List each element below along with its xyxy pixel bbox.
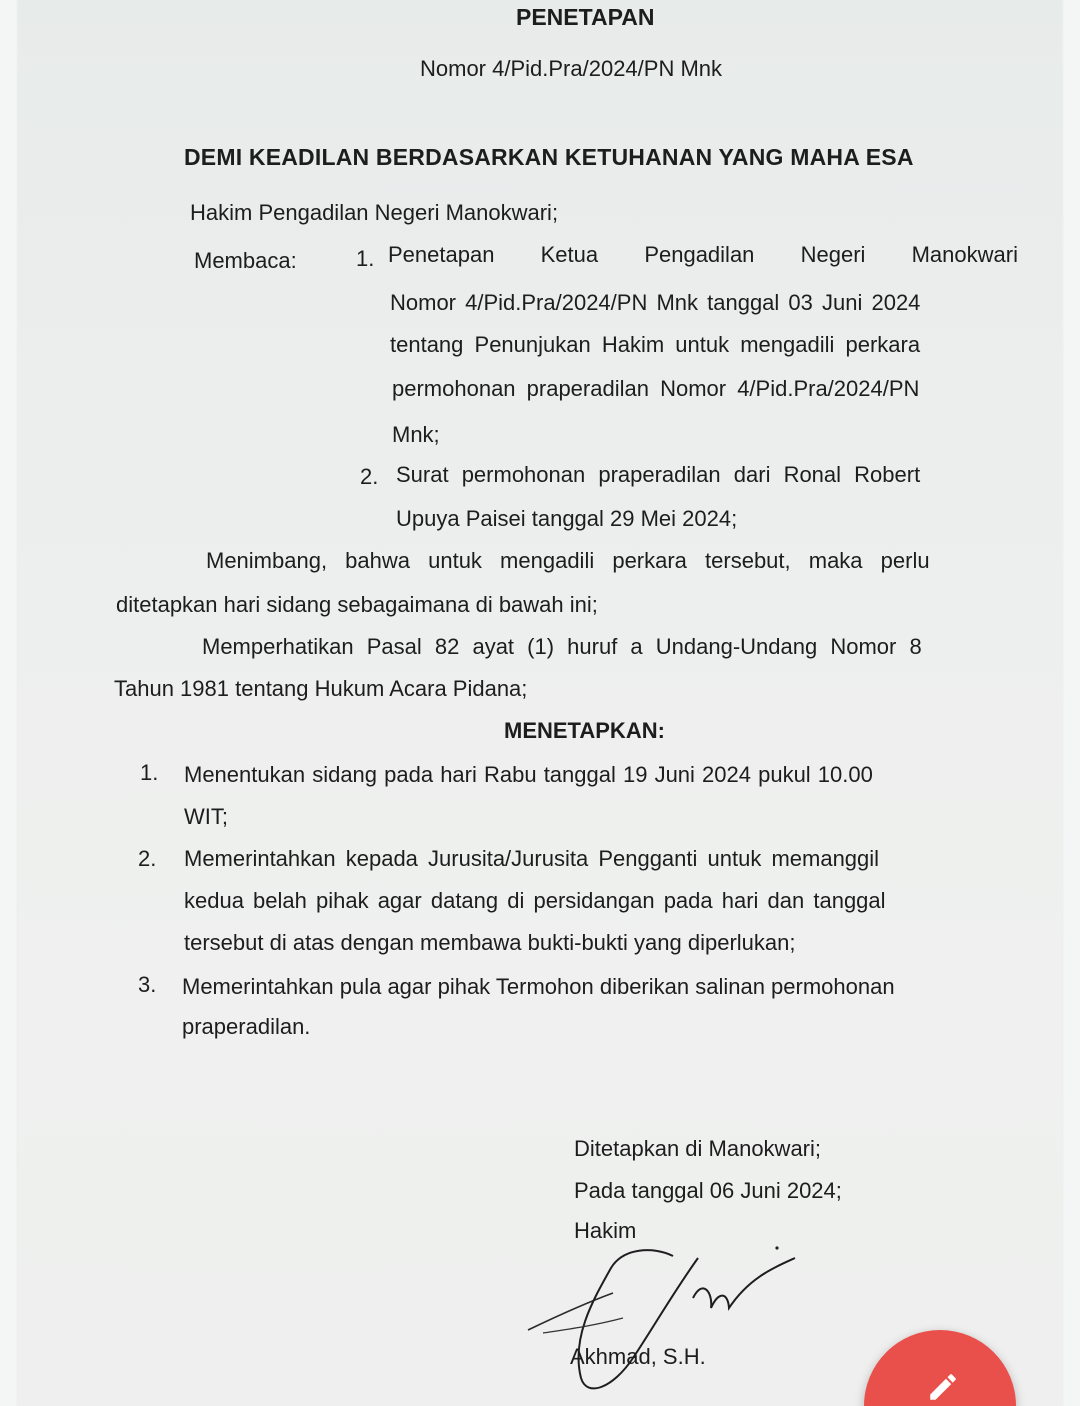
menetapkan-heading: MENETAPKAN: bbox=[504, 718, 665, 743]
pencil-edit-icon bbox=[926, 1370, 960, 1404]
membaca-item-1-number: 1. bbox=[356, 246, 375, 271]
membaca-item-1-line-4: permohonan praperadilan Nomor 4/Pid.Pra/2024/PN bbox=[392, 376, 920, 401]
membaca-item-1-line-5: Mnk; bbox=[392, 422, 440, 447]
menetapkan-item-2-line-3: tersebut di atas dengan membawa bukti-bukti yang diperlukan; bbox=[184, 930, 796, 955]
menetapkan-item-3-line-2: praperadilan. bbox=[182, 1014, 311, 1039]
menimbang-line-2: ditetapkan hari sidang sebagaimana di bawah ini; bbox=[116, 592, 598, 617]
membaca-item-2-number: 2. bbox=[360, 464, 379, 489]
membaca-item-1-line-3: tentang Penunjukan Hakim untuk mengadili perkara bbox=[390, 332, 921, 357]
memperhatikan-line-1: Memperhatikan Pasal 82 ayat (1) huruf a Undang-Undang Nomor 8 bbox=[202, 634, 922, 659]
membaca-item-1-line-1: Penetapan Ketua Pengadilan Negeri Manokwari bbox=[388, 242, 1018, 267]
menetapkan-item-1-line-1: Menentukan sidang pada hari Rabu tanggal 19 Juni 2024 pukul 10.00 bbox=[184, 762, 873, 787]
invocation-heading: DEMI KEADILAN BERDASARKAN KETUHANAN YANG MAHA ESA bbox=[184, 144, 914, 170]
document-number: Nomor 4/Pid.Pra/2024/PN Mnk bbox=[420, 56, 723, 81]
memperhatikan-line-2: Tahun 1981 tentang Hukum Acara Pidana; bbox=[114, 676, 528, 701]
membaca-item-2-line-2: Upuya Paisei tanggal 29 Mei 2024; bbox=[396, 506, 738, 531]
menetapkan-item-3-number: 3. bbox=[138, 972, 157, 997]
membaca-item-2-line-1: Surat permohonan praperadilan dari Ronal Robert bbox=[396, 462, 921, 487]
menetapkan-item-2-line-2: kedua belah pihak agar datang di persidangan pada hari dan tanggal bbox=[184, 888, 886, 913]
menetapkan-item-2-number: 2. bbox=[138, 846, 157, 871]
menimbang-line-1: Menimbang, bahwa untuk mengadili perkara tersebut, maka perlu bbox=[206, 548, 930, 573]
menetapkan-item-3-line-1: Memerintahkan pula agar pihak Termohon diberikan salinan permohonan bbox=[182, 974, 895, 999]
judge-line: Hakim Pengadilan Negeri Manokwari; bbox=[190, 200, 559, 225]
menetapkan-item-2-line-1: Memerintahkan kepada Jurusita/Jurusita Pengganti untuk memanggil bbox=[184, 846, 880, 871]
closing-date: Pada tanggal 06 Juni 2024; bbox=[574, 1178, 842, 1203]
document-title: PENETAPAN bbox=[516, 4, 655, 30]
menetapkan-item-1-number: 1. bbox=[140, 760, 159, 785]
judge-name: Akhmad, S.H. bbox=[570, 1344, 706, 1369]
closing-place: Ditetapkan di Manokwari; bbox=[574, 1136, 822, 1161]
handwritten-signature bbox=[523, 1238, 803, 1398]
menetapkan-item-1-line-2: WIT; bbox=[184, 804, 228, 829]
membaca-item-1-line-2: Nomor 4/Pid.Pra/2024/PN Mnk tanggal 03 Juni 2024 bbox=[390, 290, 921, 315]
scanned-page bbox=[18, 0, 1062, 1406]
membaca-label: Membaca: bbox=[194, 248, 297, 273]
closing-role: Hakim bbox=[574, 1218, 637, 1243]
